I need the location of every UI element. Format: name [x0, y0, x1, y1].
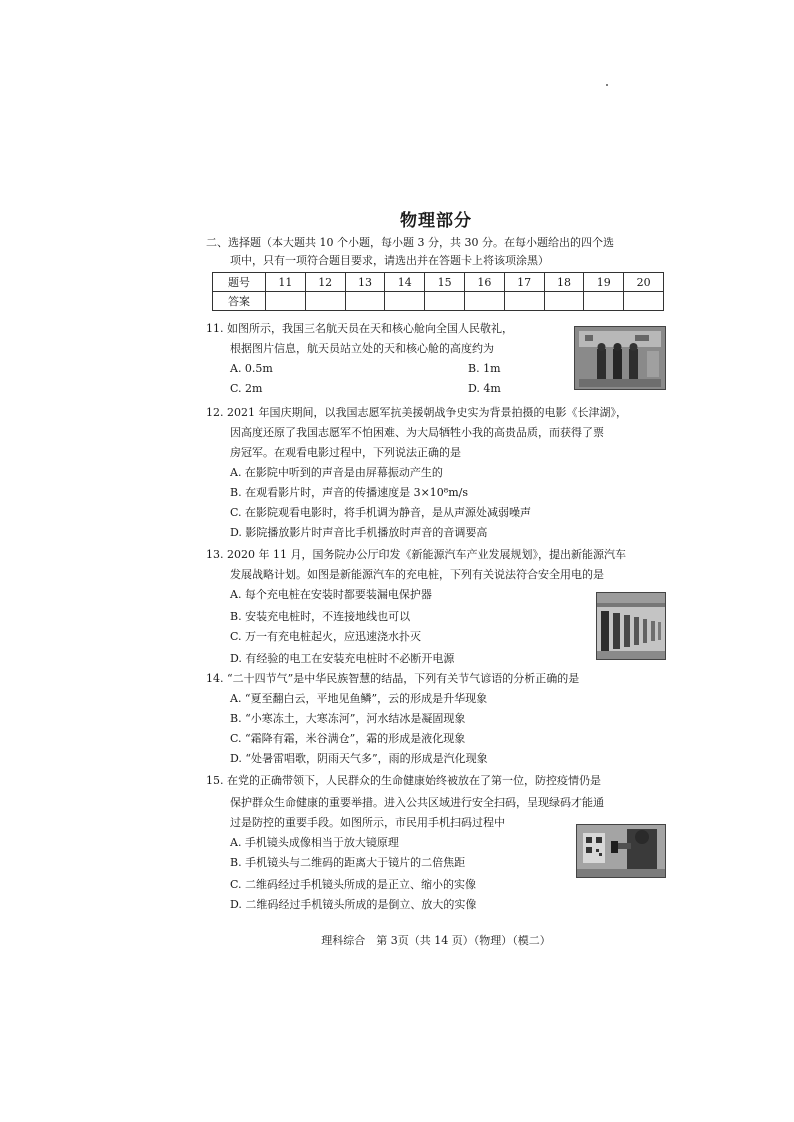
grid-number-20: 20	[624, 273, 664, 292]
grid-label-number: 题号	[213, 273, 266, 292]
q12-option-d: D. 影院播放影片时声音比手机播放时声音的音调要高	[230, 526, 488, 539]
q13-option-a: A. 每个充电桩在安装时都要装漏电保护器	[230, 588, 432, 601]
q15-option-a: A. 手机镜头成像相当于放大镜原理	[230, 836, 399, 849]
q14-option-b: B. “小寒冻土，大寒冻河”，河水结冰是凝固现象	[230, 712, 466, 725]
q13-stem-2: 发展战略计划。如图是新能源汽车的充电桩，下列有关说法符合安全用电的是	[230, 568, 604, 581]
answer-cell[interactable]	[584, 292, 624, 311]
grid-label-answer: 答案	[213, 292, 266, 311]
q12-option-a: A. 在影院中听到的声音是由屏幕振动产生的	[230, 466, 443, 479]
grid-number-11: 11	[266, 273, 306, 292]
q11-option-c: C. 2m	[230, 382, 263, 395]
q12-stem-1: 12. 2021 年国庆期间，以我国志愿军抗美援朝战争史实为背景拍摄的电影《长津湖》，	[206, 406, 627, 419]
answer-cell[interactable]	[504, 292, 544, 311]
q13-stem-1: 13. 2020 年 11 月，国务院办公厅印发《新能源汽车产业发展规划》，提出新能源汽车	[206, 548, 626, 561]
q14-stem-1: 14. “二十四节气”是中华民族智慧的结晶，下列有关节气谚语的分析正确的是	[206, 672, 580, 685]
answer-grid	[212, 272, 664, 311]
answer-cell[interactable]	[385, 292, 425, 311]
q12-stem-3: 房冠军。在观看电影过程中，下列说法正确的是	[230, 446, 461, 459]
q13-option-d: D. 有经验的电工在安装充电桩时不必断开电源	[230, 652, 455, 665]
q13-option-b: B. 安装充电桩时，不连接地线也可以	[230, 610, 411, 623]
q15-option-b: B. 手机镜头与二维码的距离大于镜片的二倍焦距	[230, 856, 466, 869]
exam-page	[198, 200, 674, 960]
answer-grid-number-row	[213, 273, 664, 292]
q15-stem-3: 过是防控的重要手段。如图所示，市民用手机扫码过程中	[230, 816, 505, 829]
q14-option-c: C. “霜降有霜，米谷满仓”，霜的形成是液化现象	[230, 732, 466, 745]
grid-number-13: 13	[345, 273, 385, 292]
q11-option-a: A. 0.5m	[230, 362, 273, 375]
q11-option-d: D. 4m	[468, 382, 501, 395]
q11-option-b: B. 1m	[468, 362, 501, 375]
q12-stem-2: 因高度还原了我国志愿军不怕困难、为大局牺牲小我的高贵品质，而获得了票	[230, 426, 604, 439]
q15-stem-1: 15. 在党的正确带领下，人民群众的生命健康始终被放在了第一位，防控疫情仍是	[206, 774, 601, 787]
page-footer: 理科综合 第 3页（共 14 页）（物理）（模二）	[321, 934, 551, 947]
q13-option-c: C. 万一有充电桩起火，应迅速浇水扑灭	[230, 630, 422, 643]
answer-cell[interactable]	[266, 292, 306, 311]
answer-cell[interactable]	[425, 292, 465, 311]
grid-number-16: 16	[464, 273, 504, 292]
instructions-line-2: 项中，只有一项符合题目要求，请选出并在答题卡上将该项涂黑）	[230, 254, 549, 267]
q15-stem-2: 保护群众生命健康的重要举措。进入公共区域进行安全扫码，呈现绿码才能通	[230, 796, 604, 809]
answer-cell[interactable]	[544, 292, 584, 311]
answer-cell[interactable]	[345, 292, 385, 311]
answer-cell[interactable]	[464, 292, 504, 311]
answer-grid-answer-row	[213, 292, 664, 311]
q11-stem-1: 11. 如图所示，我国三名航天员在天和核心舱向全国人民敬礼，	[206, 322, 513, 335]
scan-speck	[606, 84, 608, 86]
qr-scan-photo	[576, 824, 666, 878]
grid-number-15: 15	[425, 273, 465, 292]
grid-number-14: 14	[385, 273, 425, 292]
answer-cell[interactable]	[624, 292, 664, 311]
q14-option-a: A. “夏至翻白云，平地见鱼鳞”，云的形成是升华现象	[230, 692, 488, 705]
astronauts-photo	[574, 326, 666, 390]
grid-number-19: 19	[584, 273, 624, 292]
q15-option-c: C. 二维码经过手机镜头所成的是正立、缩小的实像	[230, 878, 477, 891]
q11-stem-2: 根据图片信息，航天员站立处的天和核心舱的高度约为	[230, 342, 494, 355]
instructions-line-1: 二、选择题（本大题共 10 个小题，每小题 3 分，共 30 分。在每小题给出的四个选	[206, 236, 614, 249]
grid-number-17: 17	[504, 273, 544, 292]
answer-cell[interactable]	[305, 292, 345, 311]
q12-option-c: C. 在影院观看电影时，将手机调为静音，是从声源处减弱噪声	[230, 506, 532, 519]
grid-number-12: 12	[305, 273, 345, 292]
grid-number-18: 18	[544, 273, 584, 292]
q14-option-d: D. “处暑雷唱歌，阴雨天气多”，雨的形成是汽化现象	[230, 752, 488, 765]
q15-option-d: D. 二维码经过手机镜头所成的是倒立、放大的实像	[230, 898, 477, 911]
q12-option-b: B. 在观看影片时，声音的传播速度是 3×10⁸m/s	[230, 486, 468, 499]
section-title: 物理部分	[400, 211, 472, 231]
charging-piles-photo	[596, 592, 666, 660]
